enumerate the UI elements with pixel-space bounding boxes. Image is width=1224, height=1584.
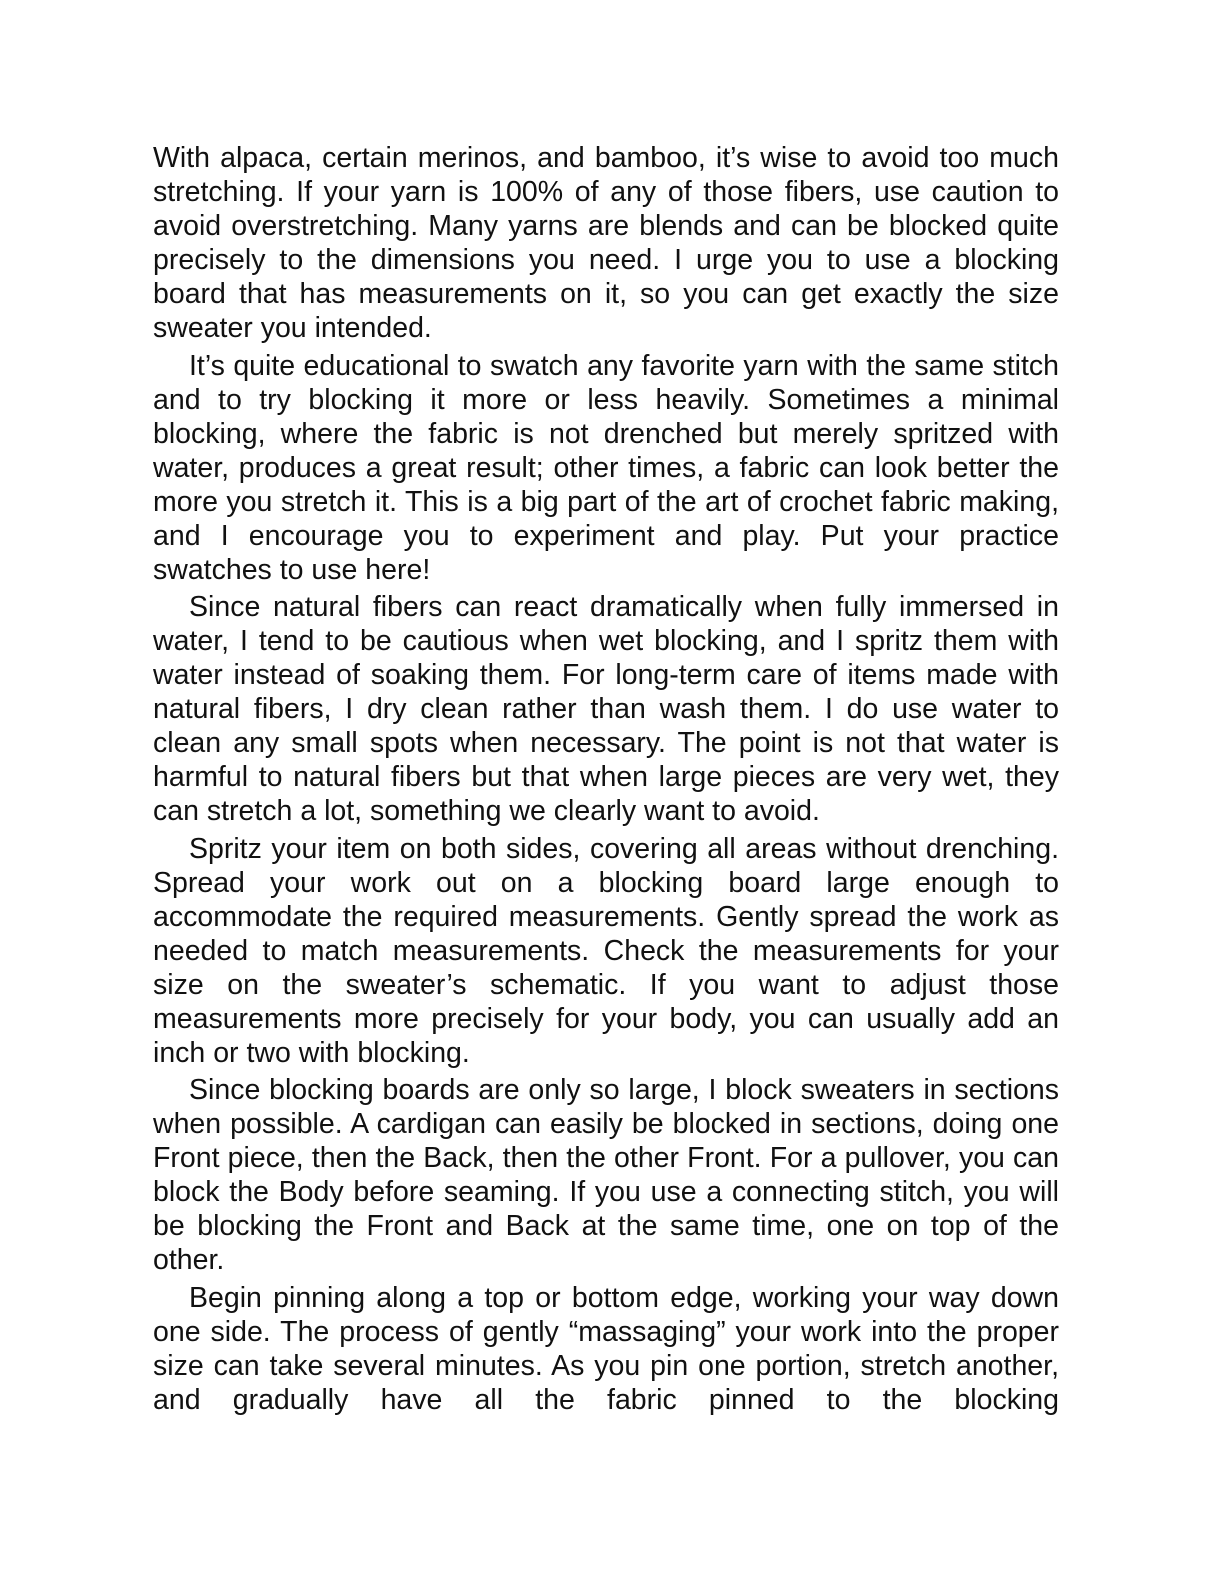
paragraph-begin-pinning: Begin pinning along a top or bottom edge, working your way down one side. The process of gently “massaging” your work into the proper size can take several minutes. As you pin one portion, stretch another, and gradually have all the fabric pinned to the blocking	[153, 1281, 1059, 1416]
page-body	[153, 141, 1059, 1420]
paragraph-swatch-blocking: It’s quite educational to swatch any favorite yarn with the same stitch and to try blocking it more or less heavily. Sometimes a minimal blocking, where the fabric is not drenched but merely spritzed with water, produces a great result; other times, a fabric can look better the more you stretch it. This is a big part of the art of crochet fabric making, and I encourage you to experiment and play. Put your practice swatches to use here!	[153, 349, 1059, 586]
paragraph-blocking-sections: Since blocking boards are only so large, I block sweaters in sections when possible. A cardigan can easily be blocked in sections, doing one Front piece, then the Back, then the other Front. For a pullover, you can block the Body before seaming. If you use a connecting stitch, you will be blocking the Front and Back at the same time, one on top of the other.	[153, 1074, 1059, 1276]
paragraph-alpaca-stretching: With alpaca, certain merinos, and bamboo, it’s wise to avoid too much stretching. If your yarn is 100% of any of those fibers, use caution to avoid overstretching. Many yarns are blends and can be blocked quite precisely to the dimensions you need. I urge you to use a blocking board that has measurements on it, so you can get exactly the size sweater you intended.	[153, 142, 1059, 344]
paragraph-spritz-item: Spritz your item on both sides, covering all areas without drenching. Spread your work out on a blocking board large enough to accommodate the required measurements. Gently spread the work as needed to match measurements. Check the measurements for your size on the sweater’s schematic. If you want to adjust those measurements more precisely for your body, you can usually add an inch or two with blocking.	[153, 832, 1059, 1069]
paragraph-natural-fibers: Since natural fibers can react dramatically when fully immersed in water, I tend to be cautious when wet blocking, and I spritz them with water instead of soaking them. For long-term care of items made with natural fibers, I dry clean rather than wash them. I do use water to clean any small spots when necessary. The point is not that water is harmful to natural fibers but that when large pieces are very wet, they can stretch a lot, something we clearly want to avoid.	[153, 591, 1059, 827]
